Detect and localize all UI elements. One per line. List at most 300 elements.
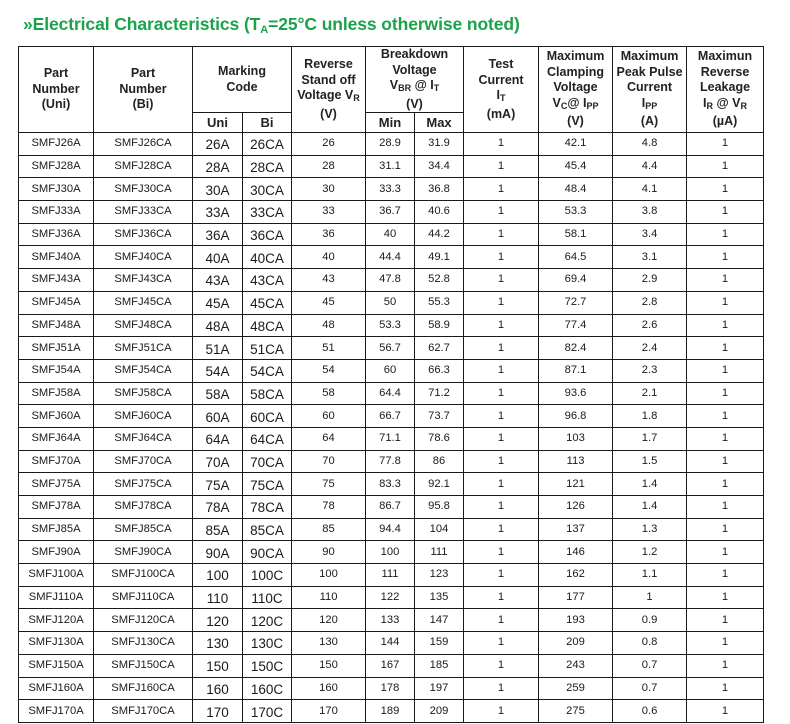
cell-it: 1 [464,291,539,314]
cell-vbr-min: 28.9 [366,133,415,156]
table-row [19,291,764,314]
cell-ipp: 2.6 [613,314,687,337]
cell-vbr-max: 123 [415,564,464,587]
cell-vbr-max: 197 [415,677,464,700]
cell-vbr-min: 64.4 [366,382,415,405]
cell-vbr-min: 167 [366,654,415,677]
cell-marking-uni: 26A [193,133,243,156]
table-body [19,133,764,723]
cell-vbr-min: 86.7 [366,496,415,519]
cell-marking-uni: 64A [193,427,243,450]
cell-part-bi: SMFJ43CA [94,269,193,292]
cell-marking-uni: 130 [193,632,243,655]
cell-vbr-min: 31.1 [366,155,415,178]
cell-ipp: 0.7 [613,677,687,700]
cell-marking-bi: 40CA [243,246,292,269]
cell-it: 1 [464,700,539,723]
cell-marking-bi: 26CA [243,133,292,156]
cell-vr: 36 [292,223,366,246]
cell-part-uni: SMFJ60A [19,405,94,428]
cell-vbr-max: 147 [415,609,464,632]
cell-part-uni: SMFJ85A [19,518,94,541]
table-row [19,496,764,519]
cell-marking-uni: 70A [193,450,243,473]
cell-ipp: 4.4 [613,155,687,178]
cell-marking-uni: 45A [193,291,243,314]
title-subscript: A [260,24,269,36]
cell-marking-uni: 90A [193,541,243,564]
header-marking-code: Marking Code [193,47,292,113]
cell-marking-bi: 36CA [243,223,292,246]
cell-it: 1 [464,133,539,156]
cell-vr: 64 [292,427,366,450]
cell-marking-uni: 30A [193,178,243,201]
cell-marking-bi: 54CA [243,359,292,382]
cell-ipp: 1.4 [613,473,687,496]
cell-it: 1 [464,609,539,632]
cell-ipp: 1 [613,586,687,609]
cell-it: 1 [464,223,539,246]
cell-part-uni: SMFJ90A [19,541,94,564]
cell-vr: 170 [292,700,366,723]
cell-marking-bi: 150C [243,654,292,677]
cell-vr: 150 [292,654,366,677]
cell-ipp: 0.7 [613,654,687,677]
cell-marking-uni: 78A [193,496,243,519]
cell-marking-bi: 33CA [243,201,292,224]
cell-part-uni: SMFJ26A [19,133,94,156]
cell-vc: 275 [539,700,613,723]
cell-part-uni: SMFJ30A [19,178,94,201]
cell-vc: 126 [539,496,613,519]
cell-vc: 96.8 [539,405,613,428]
cell-part-bi: SMFJ28CA [94,155,193,178]
header-part-number-uni: Part Number (Uni) [19,47,94,133]
cell-vr: 75 [292,473,366,496]
cell-ir: 1 [687,450,764,473]
cell-marking-uni: 150 [193,654,243,677]
header-marking-bi: Bi [243,113,292,133]
cell-part-uni: SMFJ36A [19,223,94,246]
cell-vbr-max: 55.3 [415,291,464,314]
cell-ir: 1 [687,609,764,632]
cell-ir: 1 [687,405,764,428]
cell-ir: 1 [687,291,764,314]
cell-vc: 121 [539,473,613,496]
cell-vc: 113 [539,450,613,473]
cell-part-bi: SMFJ40CA [94,246,193,269]
cell-part-bi: SMFJ110CA [94,586,193,609]
table-row [19,246,764,269]
table-row [19,450,764,473]
cell-part-bi: SMFJ100CA [94,564,193,587]
cell-vbr-min: 33.3 [366,178,415,201]
cell-marking-uni: 51A [193,337,243,360]
header-test-current: Test Current $I_T$ (mA) [464,47,539,133]
cell-ir: 1 [687,473,764,496]
cell-ipp: 3.1 [613,246,687,269]
table-row [19,700,764,723]
cell-part-uni: SMFJ64A [19,427,94,450]
cell-marking-uni: 54A [193,359,243,382]
cell-ipp: 0.8 [613,632,687,655]
table-row [19,178,764,201]
cell-ipp: 1.2 [613,541,687,564]
header-max-peak-pulse-current: Maximum Peak Pulse Current $I_{PP}$ (A) [613,47,687,133]
cell-part-bi: SMFJ130CA [94,632,193,655]
cell-vc: 193 [539,609,613,632]
cell-vc: 259 [539,677,613,700]
cell-part-uni: SMFJ48A [19,314,94,337]
cell-part-uni: SMFJ120A [19,609,94,632]
table-row [19,201,764,224]
cell-it: 1 [464,246,539,269]
cell-vr: 45 [292,291,366,314]
cell-vc: 69.4 [539,269,613,292]
table-row [19,632,764,655]
cell-vbr-min: 71.1 [366,427,415,450]
cell-part-bi: SMFJ75CA [94,473,193,496]
table-row [19,359,764,382]
cell-it: 1 [464,654,539,677]
cell-ir: 1 [687,314,764,337]
cell-part-uni: SMFJ33A [19,201,94,224]
cell-vc: 45.4 [539,155,613,178]
cell-it: 1 [464,496,539,519]
cell-vc: 243 [539,654,613,677]
cell-vbr-max: 71.2 [415,382,464,405]
cell-ipp: 1.4 [613,496,687,519]
cell-vc: 58.1 [539,223,613,246]
cell-it: 1 [464,586,539,609]
cell-marking-uni: 40A [193,246,243,269]
cell-ir: 1 [687,427,764,450]
cell-part-bi: SMFJ64CA [94,427,193,450]
cell-vbr-max: 58.9 [415,314,464,337]
cell-it: 1 [464,564,539,587]
cell-part-uni: SMFJ78A [19,496,94,519]
cell-vr: 130 [292,632,366,655]
table-row [19,223,764,246]
cell-it: 1 [464,405,539,428]
cell-vc: 146 [539,541,613,564]
cell-vbr-max: 104 [415,518,464,541]
cell-it: 1 [464,427,539,450]
cell-vc: 72.7 [539,291,613,314]
cell-vbr-min: 144 [366,632,415,655]
cell-vbr-max: 49.1 [415,246,464,269]
cell-ir: 1 [687,632,764,655]
cell-it: 1 [464,269,539,292]
cell-part-bi: SMFJ60CA [94,405,193,428]
header-breakdown-voltage: Breakdown Voltage $V_{BR}$ @ $I_T$ (V) [366,47,464,113]
cell-vbr-max: 52.8 [415,269,464,292]
cell-vr: 40 [292,246,366,269]
cell-marking-bi: 100C [243,564,292,587]
cell-vc: 93.6 [539,382,613,405]
cell-part-bi: SMFJ51CA [94,337,193,360]
cell-ipp: 2.4 [613,337,687,360]
cell-vc: 53.3 [539,201,613,224]
header-marking-uni: Uni [193,113,243,133]
cell-vbr-min: 44.4 [366,246,415,269]
cell-marking-bi: 51CA [243,337,292,360]
cell-vr: 48 [292,314,366,337]
cell-ir: 1 [687,382,764,405]
cell-part-uni: SMFJ43A [19,269,94,292]
cell-vr: 70 [292,450,366,473]
cell-marking-bi: 30CA [243,178,292,201]
cell-vbr-min: 100 [366,541,415,564]
cell-ir: 1 [687,518,764,541]
cell-part-bi: SMFJ150CA [94,654,193,677]
cell-vr: 28 [292,155,366,178]
title-text-suffix: =25°C unless otherwise noted) [268,14,520,34]
cell-vr: 160 [292,677,366,700]
cell-vc: 77.4 [539,314,613,337]
title-text: »Electrical Characteristics (T [23,14,261,34]
cell-part-bi: SMFJ90CA [94,541,193,564]
cell-ir: 1 [687,155,764,178]
cell-vc: 82.4 [539,337,613,360]
cell-vc: 162 [539,564,613,587]
cell-ipp: 1.8 [613,405,687,428]
cell-part-uni: SMFJ54A [19,359,94,382]
cell-vc: 42.1 [539,133,613,156]
cell-part-uni: SMFJ160A [19,677,94,700]
cell-vbr-min: 56.7 [366,337,415,360]
cell-marking-uni: 170 [193,700,243,723]
cell-it: 1 [464,314,539,337]
cell-vc: 64.5 [539,246,613,269]
table-row [19,133,764,156]
cell-vbr-min: 83.3 [366,473,415,496]
cell-part-uni: SMFJ28A [19,155,94,178]
cell-vbr-min: 36.7 [366,201,415,224]
cell-part-uni: SMFJ150A [19,654,94,677]
cell-marking-bi: 48CA [243,314,292,337]
cell-marking-bi: 78CA [243,496,292,519]
cell-ir: 1 [687,700,764,723]
cell-vbr-min: 133 [366,609,415,632]
cell-part-bi: SMFJ48CA [94,314,193,337]
cell-ipp: 3.8 [613,201,687,224]
cell-vbr-min: 111 [366,564,415,587]
cell-part-bi: SMFJ160CA [94,677,193,700]
table-row [19,337,764,360]
cell-marking-uni: 100 [193,564,243,587]
cell-vr: 85 [292,518,366,541]
cell-it: 1 [464,450,539,473]
cell-it: 1 [464,518,539,541]
cell-vr: 100 [292,564,366,587]
cell-ipp: 4.1 [613,178,687,201]
cell-ir: 1 [687,178,764,201]
cell-vr: 110 [292,586,366,609]
cell-vbr-max: 36.8 [415,178,464,201]
cell-ir: 1 [687,654,764,677]
cell-vr: 78 [292,496,366,519]
cell-it: 1 [464,382,539,405]
cell-marking-bi: 70CA [243,450,292,473]
cell-ipp: 2.8 [613,291,687,314]
cell-it: 1 [464,201,539,224]
cell-vbr-max: 44.2 [415,223,464,246]
table-row [19,269,764,292]
cell-marking-bi: 45CA [243,291,292,314]
cell-vr: 54 [292,359,366,382]
cell-vbr-max: 31.9 [415,133,464,156]
header-max-reverse-leakage: Maximun Reverse Leakage $I_R$ @ $V_R$ (µA) [687,47,764,133]
cell-part-bi: SMFJ30CA [94,178,193,201]
cell-part-bi: SMFJ70CA [94,450,193,473]
cell-part-uni: SMFJ40A [19,246,94,269]
cell-it: 1 [464,473,539,496]
cell-marking-uni: 60A [193,405,243,428]
cell-vc: 103 [539,427,613,450]
cell-marking-bi: 90CA [243,541,292,564]
cell-it: 1 [464,155,539,178]
cell-marking-bi: 43CA [243,269,292,292]
cell-vbr-max: 34.4 [415,155,464,178]
table-row [19,405,764,428]
cell-vr: 43 [292,269,366,292]
cell-ir: 1 [687,201,764,224]
cell-it: 1 [464,178,539,201]
cell-vbr-max: 95.8 [415,496,464,519]
cell-vc: 209 [539,632,613,655]
cell-part-bi: SMFJ26CA [94,133,193,156]
cell-ir: 1 [687,541,764,564]
cell-ir: 1 [687,359,764,382]
header-reverse-standoff-voltage: Reverse Stand off Voltage $V_R$ (V) [292,47,366,133]
cell-vbr-max: 66.3 [415,359,464,382]
cell-ir: 1 [687,133,764,156]
cell-marking-bi: 110C [243,586,292,609]
cell-marking-bi: 170C [243,700,292,723]
cell-marking-bi: 130C [243,632,292,655]
cell-vbr-max: 73.7 [415,405,464,428]
cell-vr: 90 [292,541,366,564]
cell-marking-bi: 64CA [243,427,292,450]
cell-it: 1 [464,541,539,564]
cell-marking-uni: 58A [193,382,243,405]
cell-marking-uni: 43A [193,269,243,292]
cell-part-bi: SMFJ78CA [94,496,193,519]
cell-vbr-max: 92.1 [415,473,464,496]
cell-it: 1 [464,677,539,700]
cell-it: 1 [464,359,539,382]
table-row [19,314,764,337]
cell-marking-bi: 28CA [243,155,292,178]
cell-vc: 137 [539,518,613,541]
table-row [19,654,764,677]
cell-it: 1 [464,337,539,360]
cell-vbr-max: 62.7 [415,337,464,360]
cell-marking-uni: 75A [193,473,243,496]
table-row [19,427,764,450]
table-row [19,541,764,564]
cell-vbr-min: 60 [366,359,415,382]
cell-vc: 177 [539,586,613,609]
cell-it: 1 [464,632,539,655]
cell-marking-bi: 120C [243,609,292,632]
cell-part-uni: SMFJ75A [19,473,94,496]
cell-ipp: 1.5 [613,450,687,473]
table-row [19,155,764,178]
cell-ipp: 1.1 [613,564,687,587]
electrical-characteristics-table [18,46,764,723]
cell-vbr-max: 86 [415,450,464,473]
cell-vr: 51 [292,337,366,360]
cell-vbr-max: 40.6 [415,201,464,224]
cell-ipp: 2.9 [613,269,687,292]
header-part-number-bi: Part Number (Bi) [94,47,193,133]
cell-vbr-min: 94.4 [366,518,415,541]
cell-part-bi: SMFJ33CA [94,201,193,224]
cell-ipp: 3.4 [613,223,687,246]
header-breakdown-min: Min [366,113,415,133]
cell-vbr-min: 53.3 [366,314,415,337]
cell-vbr-min: 66.7 [366,405,415,428]
cell-part-uni: SMFJ51A [19,337,94,360]
cell-marking-uni: 48A [193,314,243,337]
cell-part-bi: SMFJ120CA [94,609,193,632]
section-title [23,14,520,36]
cell-marking-bi: 58CA [243,382,292,405]
cell-ir: 1 [687,677,764,700]
cell-vc: 48.4 [539,178,613,201]
cell-vbr-min: 122 [366,586,415,609]
cell-marking-uni: 160 [193,677,243,700]
cell-ir: 1 [687,246,764,269]
cell-part-bi: SMFJ45CA [94,291,193,314]
cell-vbr-max: 159 [415,632,464,655]
cell-marking-uni: 28A [193,155,243,178]
cell-vbr-min: 178 [366,677,415,700]
table-row [19,382,764,405]
cell-part-uni: SMFJ45A [19,291,94,314]
cell-part-bi: SMFJ36CA [94,223,193,246]
cell-part-bi: SMFJ58CA [94,382,193,405]
cell-ipp: 0.6 [613,700,687,723]
cell-vbr-min: 189 [366,700,415,723]
cell-part-uni: SMFJ70A [19,450,94,473]
cell-vbr-max: 185 [415,654,464,677]
cell-vr: 60 [292,405,366,428]
cell-marking-bi: 60CA [243,405,292,428]
cell-part-bi: SMFJ85CA [94,518,193,541]
table-row [19,473,764,496]
cell-ipp: 0.9 [613,609,687,632]
cell-part-uni: SMFJ130A [19,632,94,655]
cell-vr: 58 [292,382,366,405]
cell-marking-uni: 85A [193,518,243,541]
cell-part-bi: SMFJ170CA [94,700,193,723]
cell-vbr-min: 77.8 [366,450,415,473]
cell-vr: 120 [292,609,366,632]
cell-vbr-min: 47.8 [366,269,415,292]
cell-vbr-max: 135 [415,586,464,609]
cell-part-uni: SMFJ110A [19,586,94,609]
cell-vbr-max: 111 [415,541,464,564]
cell-part-uni: SMFJ100A [19,564,94,587]
cell-marking-bi: 75CA [243,473,292,496]
cell-ipp: 1.7 [613,427,687,450]
table-row [19,518,764,541]
cell-ir: 1 [687,586,764,609]
cell-ir: 1 [687,496,764,519]
